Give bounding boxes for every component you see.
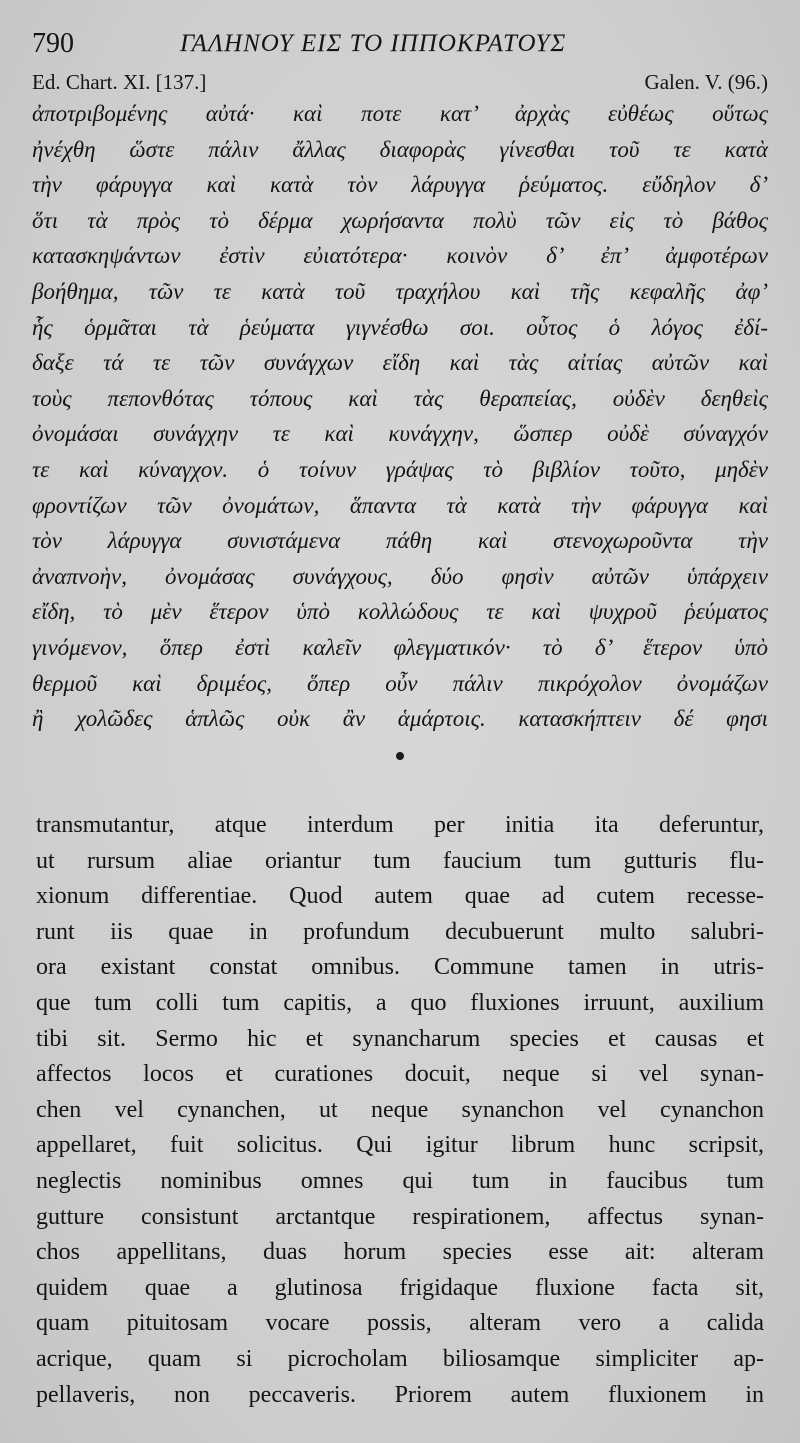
greek-text-line: ὀνομάσαι συνάγχην τε καὶ κυνάγχην, ὥσπερ οὐδὲ σύναγχόν <box>32 421 768 447</box>
edition-reference-galen: Galen. V. (96.) <box>644 70 768 94</box>
greek-text-line: δαξε τά τε τῶν συνάγχων εἴδη καὶ τὰς αἰτίας αὐτῶν καὶ <box>32 350 768 376</box>
latin-text-line: affectos locos et curationes docuit, neque si vel synan- <box>36 1061 764 1088</box>
greek-text-line: τε καὶ κύναγχον. ὁ τοίνυν γράψας τὸ βιβλίον τοῦτο, μηδὲν <box>32 456 768 482</box>
greek-text-line: γινόμενον, ὅπερ ἐστὶ καλεῖν φλεγματικόν· τὸ δ’ ἕτερον ὑπὸ <box>32 634 768 660</box>
greek-text-line: τὴν φάρυγγα καὶ κατὰ τὸν λάρυγγα ῥεύματος. εὔδηλον δ’ <box>32 172 768 198</box>
latin-text-line: appellaret, fuit solicitus. Qui igitur librum hunc scripsit, <box>36 1132 764 1159</box>
latin-text-line: gutture consistunt arctantque respirationem, affectus synan- <box>36 1203 764 1230</box>
greek-text-line: εἴδη, τὸ μὲν ἕτερον ὑπὸ κολλώδους τε καὶ ψυχροῦ ῥεύματος <box>32 599 768 625</box>
latin-text-line: xionum differentiae. Quod autem quae ad cutem recesse- <box>36 883 764 910</box>
latin-text-block <box>36 808 764 1413</box>
latin-text-line: ut rursum aliae oriantur tum faucium tum gutturis flu- <box>36 847 764 874</box>
edition-reference-line <box>32 70 768 98</box>
latin-text-line: tibi sit. Sermo hic et synancharum species et causas et <box>36 1025 764 1052</box>
running-head <box>32 28 772 64</box>
section-separator-dot <box>396 752 404 760</box>
latin-text-line: chen vel cynanchen, ut neque synanchon vel cynanchon <box>36 1096 764 1123</box>
greek-text-line: βοήθημα, τῶν τε κατὰ τοῦ τραχήλου καὶ τῆς κεφαλῆς ἀφ’ <box>32 278 768 304</box>
greek-text-line: ἧς ὁρμᾶται τὰ ῥεύματα γιγνέσθω σοι. οὗτος ὁ λόγος ἐδί- <box>32 314 768 340</box>
latin-text-line: runt iis quae in profundum decubuerunt multo salubri- <box>36 918 764 945</box>
latin-text-line: chos appellitans, duas horum species esse ait: alteram <box>36 1239 764 1266</box>
running-title: ΓΑΛΗΝΟΥ ΕΙΣ ΤΟ ΙΠΠΟΚΡΑΤΟΥΣ <box>180 30 567 57</box>
greek-text-line: τοὺς πεπονθότας τόπους καὶ τὰς θεραπείας, οὐδὲν δεηθεὶς <box>32 385 768 411</box>
page-number: 790 <box>32 28 74 59</box>
greek-text-line: θερμοῦ καὶ δριμέος, ὅπερ οὖν πάλιν πικρόχολον ὀνομάζων <box>32 670 768 696</box>
greek-text-line: ἠνέχθη ὥστε πάλιν ἄλλας διαφορὰς γίνεσθαι τοῦ τε κατὰ <box>32 136 768 162</box>
greek-text-line: ἀναπνοὴν, ὀνομάσας συνάγχους, δύο φησὶν αὐτῶν ὑπάρχειν <box>32 563 768 589</box>
greek-text-line: τὸν λάρυγγα συνιστάμενα πάθη καὶ στενοχωροῦντα τὴν <box>32 528 768 554</box>
latin-text-line: pellaveris, non peccaveris. Priorem autem fluxionem in <box>36 1381 764 1408</box>
latin-text-line: quam pituitosam vocare possis, alteram vero a calida <box>36 1310 764 1337</box>
latin-text-line: ora existant constat omnibus. Commune tamen in utris- <box>36 954 764 981</box>
greek-text-line: φροντίζων τῶν ὀνομάτων, ἅπαντα τὰ κατὰ τὴν φάρυγγα καὶ <box>32 492 768 518</box>
greek-text-line: ἢ χολῶδες ἁπλῶς οὐκ ἂν ἁμάρτοις. κατασκήπτειν δέ φησι <box>32 706 768 732</box>
latin-text-line: acrique, quam si picrocholam biliosamque simpliciter ap- <box>36 1345 764 1372</box>
greek-text-line: ἀποτριβομένης αὐτά· καὶ ποτε κατ’ ἀρχὰς εὐθέως οὕτως <box>32 101 768 126</box>
latin-text-line: transmutantur, atque interdum per initia ita deferuntur, <box>36 812 764 838</box>
edition-reference-chartier: Ed. Chart. XI. [137.] <box>32 70 207 94</box>
greek-text-line: ὅτι τὰ πρὸς τὸ δέρμα χωρήσαντα πολὺ τῶν εἰς τὸ βάθος <box>32 207 768 233</box>
greek-text-block <box>32 96 768 737</box>
latin-text-line: quidem quae a glutinosa frigidaque fluxione facta sit, <box>36 1274 764 1301</box>
latin-text-line: neglectis nominibus omnes qui tum in faucibus tum <box>36 1167 764 1194</box>
greek-text-line: κατασκηψάντων ἐστὶν εὐιατότερα· κοινὸν δ’ ἐπ’ ἀμφοτέρων <box>32 243 768 269</box>
latin-text-line: que tum colli tum capitis, a quo fluxiones irruunt, auxilium <box>36 989 764 1016</box>
